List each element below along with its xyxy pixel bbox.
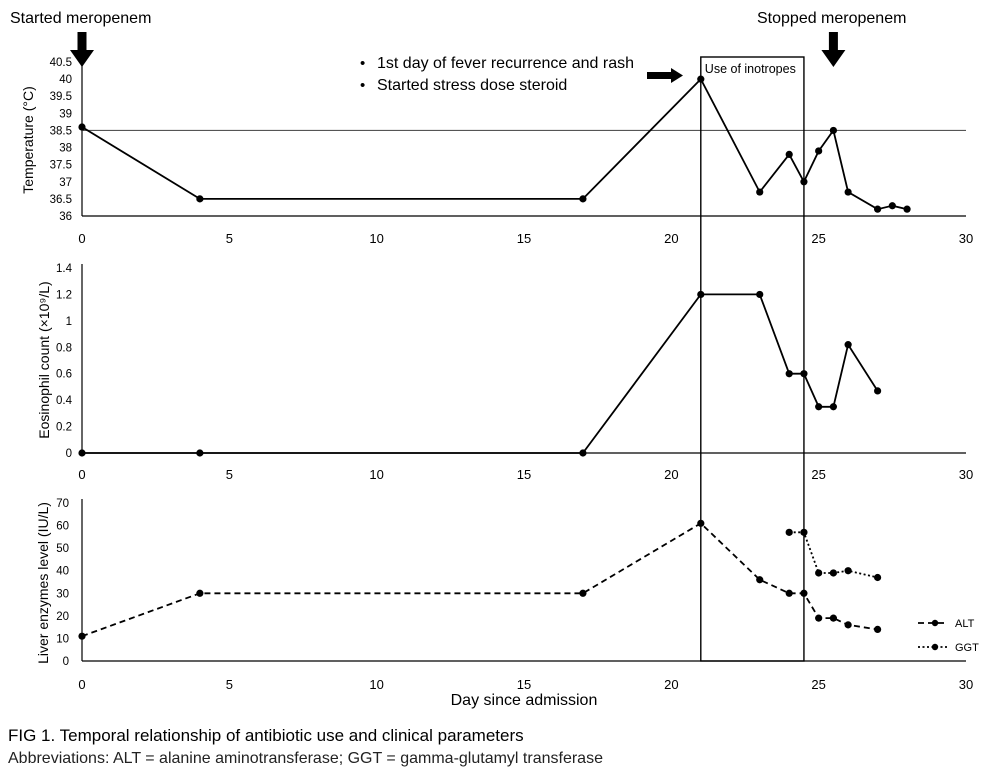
y-tick-label: 70 [56,498,69,510]
annotations [10,10,906,94]
data-point [786,151,793,158]
x-tick-label: 0 [78,677,86,692]
y-tick-label: 39.5 [49,91,72,104]
x-tick-label: 0 [78,467,86,482]
y-axis-label: Eosinophil count (×10⁹/L) [36,281,52,439]
y-tick-label: 20 [56,610,69,623]
data-point [815,147,822,154]
y-tick-label: 39 [59,108,72,121]
data-point [845,621,852,628]
figure-caption-title: FIG 1. Temporal relationship of antibiotic use and clinical parameters [8,726,524,745]
data-point [815,569,822,576]
data-point [756,291,763,298]
x-tick-label: 10 [369,467,384,482]
data-point [815,403,822,410]
y-tick-label: 0.2 [56,421,72,434]
x-tick-label: 0 [78,231,86,246]
arrow-head [821,50,845,67]
x-tick-label: 25 [811,231,826,246]
legend [918,618,979,654]
x-tick-label: 10 [369,231,384,246]
data-point [874,626,881,633]
data-point [196,449,203,456]
y-axis-label: Liver enzymes level (IU/L) [35,502,51,664]
start-meropenem-label: Started meropenem [10,10,152,27]
data-point [874,387,881,394]
x-tick-label: 5 [225,467,233,482]
data-point [830,403,837,410]
x-tick-label: 20 [664,467,679,482]
fever-arrow-icon [647,68,683,83]
data-point [830,615,837,622]
y-tick-label: 10 [56,633,69,646]
legend-marker [932,620,938,626]
data-point [830,127,837,134]
data-point [830,569,837,576]
x-tick-label: 10 [369,677,384,692]
data-point [78,123,85,130]
x-tick-label: 25 [811,467,826,482]
x-tick-label: 25 [811,677,826,692]
data-point [579,590,586,597]
legend-label: ALT [955,618,975,630]
data-point [889,202,896,209]
data-point [756,188,763,195]
data-point [845,188,852,195]
x-tick-label: 5 [225,231,233,246]
x-tick-label: 15 [516,467,532,482]
y-tick-label: 0 [65,448,72,460]
data-point [196,195,203,202]
y-tick-label: 0.4 [56,395,72,408]
bullet-marker: • [360,55,366,72]
y-tick-label: 30 [56,588,69,601]
x-tick-label: 15 [516,677,532,692]
series-line [82,294,878,453]
data-point [786,529,793,536]
data-point [579,449,586,456]
chart-panel [36,263,973,482]
y-tick-label: 0.6 [56,368,72,381]
legend-marker [932,644,938,650]
data-point [786,590,793,597]
data-point [579,195,586,202]
y-tick-label: 36 [59,211,72,223]
y-tick-label: 38.5 [49,125,72,138]
y-axis-label: Temperature (°C) [20,86,36,194]
fever-bullet-2: Started stress dose steroid [377,77,568,94]
stop-meropenem-arrow-icon [821,32,845,67]
legend-label: GGT [955,642,979,654]
chart-panel [35,498,979,692]
data-point [78,633,85,640]
y-tick-label: 50 [56,543,69,556]
y-tick-label: 0 [62,656,69,668]
data-point [815,615,822,622]
y-tick-label: 38 [59,142,72,155]
figure-caption-abbreviations: Abbreviations: ALT = alanine aminotransferase; GGT = gamma-glutamyl transferase [8,750,603,767]
x-tick-label: 15 [516,231,532,246]
x-tick-label: 30 [958,231,974,246]
x-tick-label: 20 [664,677,679,692]
x-tick-label: 30 [958,467,974,482]
y-tick-label: 40 [56,565,69,578]
arrow-shaft [829,32,838,52]
data-point [845,341,852,348]
y-tick-label: 36.5 [49,193,72,206]
y-tick-label: 37.5 [49,159,72,172]
data-point [78,449,85,456]
x-axis-title: Day since admission [450,692,598,709]
series-line [82,79,907,209]
y-tick-label: 1.2 [56,289,72,302]
inotropes-label: Use of inotropes [704,62,796,76]
data-point [756,576,763,583]
x-tick-label: 5 [225,677,233,692]
data-point [786,370,793,377]
bullet-marker: • [360,77,366,94]
inotropes-box [701,57,804,661]
x-tick-label: 30 [958,677,974,692]
data-point [903,206,910,213]
data-point [845,567,852,574]
fever-bullet-1: 1st day of fever recurrence and rash [377,55,635,72]
y-tick-label: 60 [56,520,69,533]
data-point [874,206,881,213]
arrow-head [70,50,94,67]
start-meropenem-arrow-icon [70,32,94,67]
data-point [874,574,881,581]
x-tick-label: 20 [664,231,679,246]
y-tick-label: 1 [65,315,72,328]
data-point [196,590,203,597]
fever-annotation [360,55,683,94]
y-tick-label: 1.4 [56,263,72,275]
y-tick-label: 40 [59,74,72,87]
stop-meropenem-label: Stopped meropenem [757,10,907,27]
y-tick-label: 37 [59,176,72,189]
y-tick-label: 40.5 [49,57,72,69]
charts [20,32,979,709]
y-tick-label: 0.8 [56,342,72,355]
arrow-shaft [78,32,87,52]
